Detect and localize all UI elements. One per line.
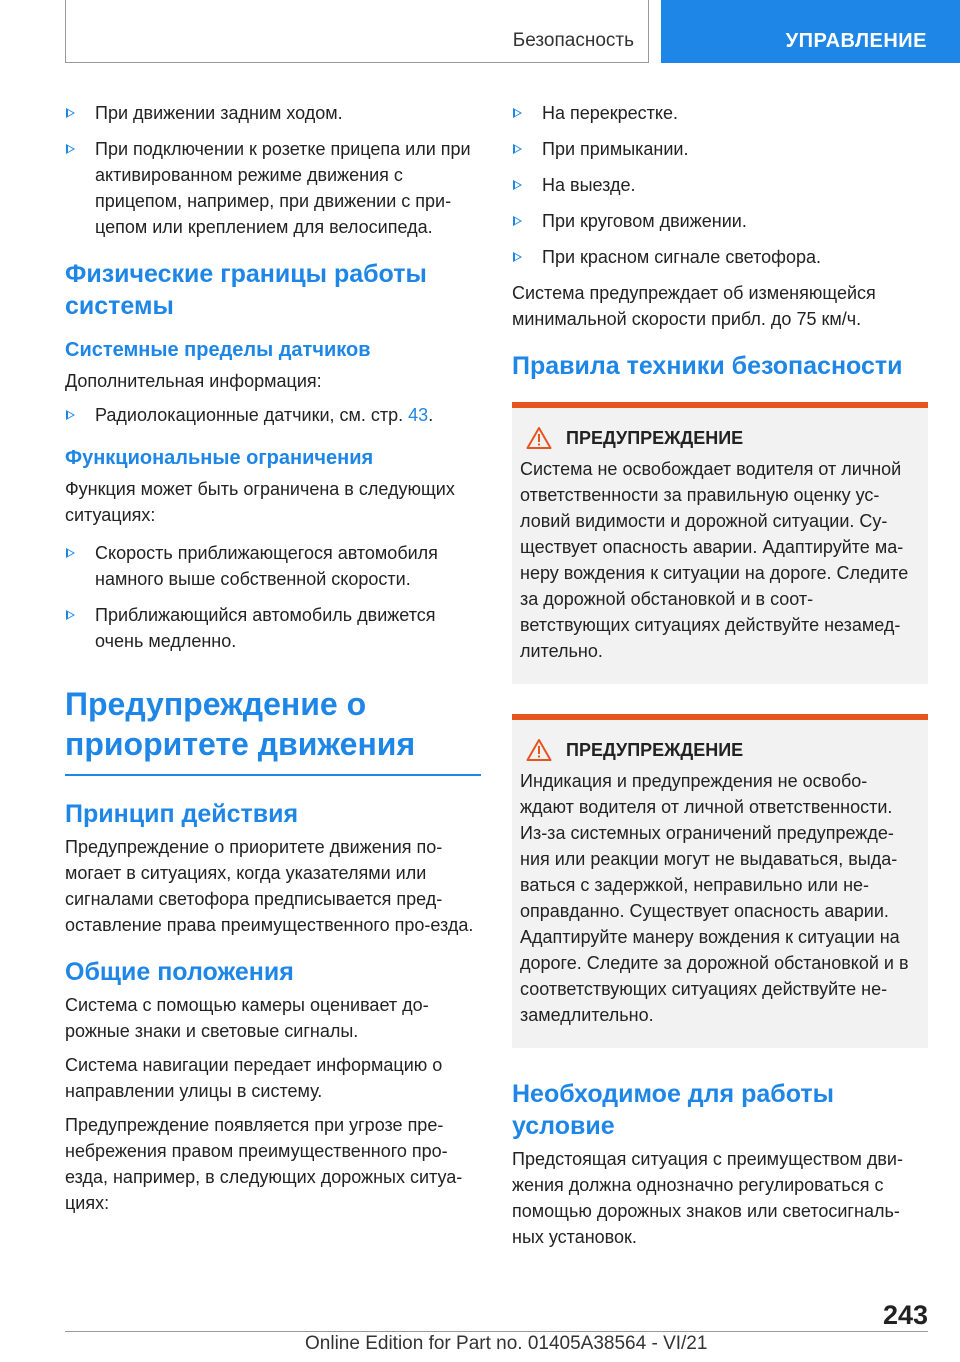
right-column (512, 100, 928, 1258)
heading-general: Общие положения (65, 958, 294, 986)
list-item: На выезде. (512, 172, 928, 198)
list-item: При круговом движении. (512, 208, 928, 234)
general-text-2: Система навигации передает информацию о направлении улицы в систему. (65, 1055, 443, 1101)
warning-title (520, 738, 918, 762)
list-item: При примыкании. (512, 136, 928, 162)
warning-title-label: ПРЕДУПРЕЖДЕНИЕ (566, 427, 744, 448)
list-item: Приближающийся автомобиль движется очень медленно. (65, 602, 481, 654)
warning-text: Система не освобождает водителя от личной ответственности за правильную оценку ус-ловий видимости и дорожной ситуации. Су-ществует опасность аварии. Адаптируйте ма-неру вождения к ситуации на дороге. Следите за дорожной обстановкой и в соот-ветствующих ситуациях действуйте незамед-лительно. (520, 459, 909, 661)
heading-requirements: Необходимое для работы условие (512, 1080, 834, 1140)
func-intro: Функция может быть ограничена в следующих ситуациях: (65, 479, 455, 525)
heading-priority-warning: Предупреждение о приоритете движения (65, 686, 416, 762)
general-text-3: Предупреждение появляется при угрозе пре-небрежения правом преимущественного про-езда, например, в следующих дорожных ситуа-циях: (65, 1115, 463, 1213)
bullet-triangle-icon (513, 108, 522, 118)
bullet-triangle-icon (513, 252, 522, 262)
heading-system-limits: Физические границы работы системы (65, 260, 427, 320)
header-chapter-tab[interactable] (661, 0, 960, 63)
warning-box (512, 402, 928, 684)
warning-triangle-icon (526, 738, 552, 762)
bullet-triangle-icon (66, 548, 75, 558)
header-section-label: Безопасность (512, 30, 634, 51)
warning-triangle-icon (526, 426, 552, 450)
principle-text: Предупреждение о приоритете движения по-могает в ситуациях, когда указателями или сигналами светофора предписывается пред-оставление права преимущественного про-езда. (65, 837, 474, 935)
requirements-text: Предстоящая ситуация с преимуществом дви-жения должна однозначно регулироваться с помощью дорожных знаков или светосигналь-ных установок. (512, 1149, 903, 1247)
sensor-intro: Дополнительная информация: (65, 371, 322, 391)
left-column (65, 100, 481, 1224)
heading-functional-limits: Функциональные ограничения (65, 447, 374, 469)
footer-edition: Online Edition for Part no. 01405A38564 - VI/21 (305, 1333, 708, 1354)
list-item: При движении задним ходом. (65, 100, 481, 126)
general-text-1: Система с помощью камеры оценивает до-рожные знаки и световые сигналы. (65, 995, 429, 1041)
list-item: На перекрестке. (512, 100, 928, 126)
page-number: 243 (882, 1300, 928, 1330)
speed-text: Система предупреждает об изменяющейся минимальной скорости прибл. до 75 км/ч. (512, 283, 876, 329)
bullet-triangle-icon (66, 108, 75, 118)
bullet-triangle-icon (66, 410, 75, 420)
warning-box (512, 714, 928, 1048)
warning-title (520, 426, 918, 450)
footer-rule (65, 1331, 928, 1332)
list-item: Радиолокационные датчики, см. стр. 43. (65, 402, 481, 428)
bullet-triangle-icon (513, 216, 522, 226)
list-item: При подключении к розетке прицепа или при активированном режиме движения с прицепом, например, при движении с при-цепом или креплением для велосипеда. (65, 136, 481, 240)
bullet-triangle-icon (513, 144, 522, 154)
bullet-triangle-icon (513, 180, 522, 190)
heading-sensor-limits: Системные пределы датчиков (65, 339, 371, 361)
list-item: Скорость приближающегося автомобиля намного выше собственной скорости. (65, 540, 481, 592)
heading-principle: Принцип действия (65, 800, 299, 828)
list-item: При красном сигнале светофора. (512, 244, 928, 270)
header-chapter-label: УПРАВЛЕНИЕ (785, 30, 927, 52)
heading-rule (65, 774, 481, 776)
bullet-triangle-icon (66, 610, 75, 620)
heading-safety: Правила техники безопасности (512, 352, 903, 380)
warning-text: Индикация и предупреждения не освобо-ждают водителя от личной ответственности. Из-за системных ограничений предупрежде-ния или реакции могут не выдаваться, выда-ваться с задержкой, неправильно или не-оправданно. Существует опасность аварии. Адаптируйте манеру вождения к ситуации на дороге. Следите за дорожной обстановкой и в соответствующих ситуациях действуйте не-замедлительно. (520, 771, 909, 1025)
warning-title-label: ПРЕДУПРЕЖДЕНИЕ (566, 739, 744, 760)
page-link[interactable]: 43 (408, 405, 429, 425)
header-section-tab[interactable] (65, 0, 649, 63)
bullet-triangle-icon (66, 144, 75, 154)
